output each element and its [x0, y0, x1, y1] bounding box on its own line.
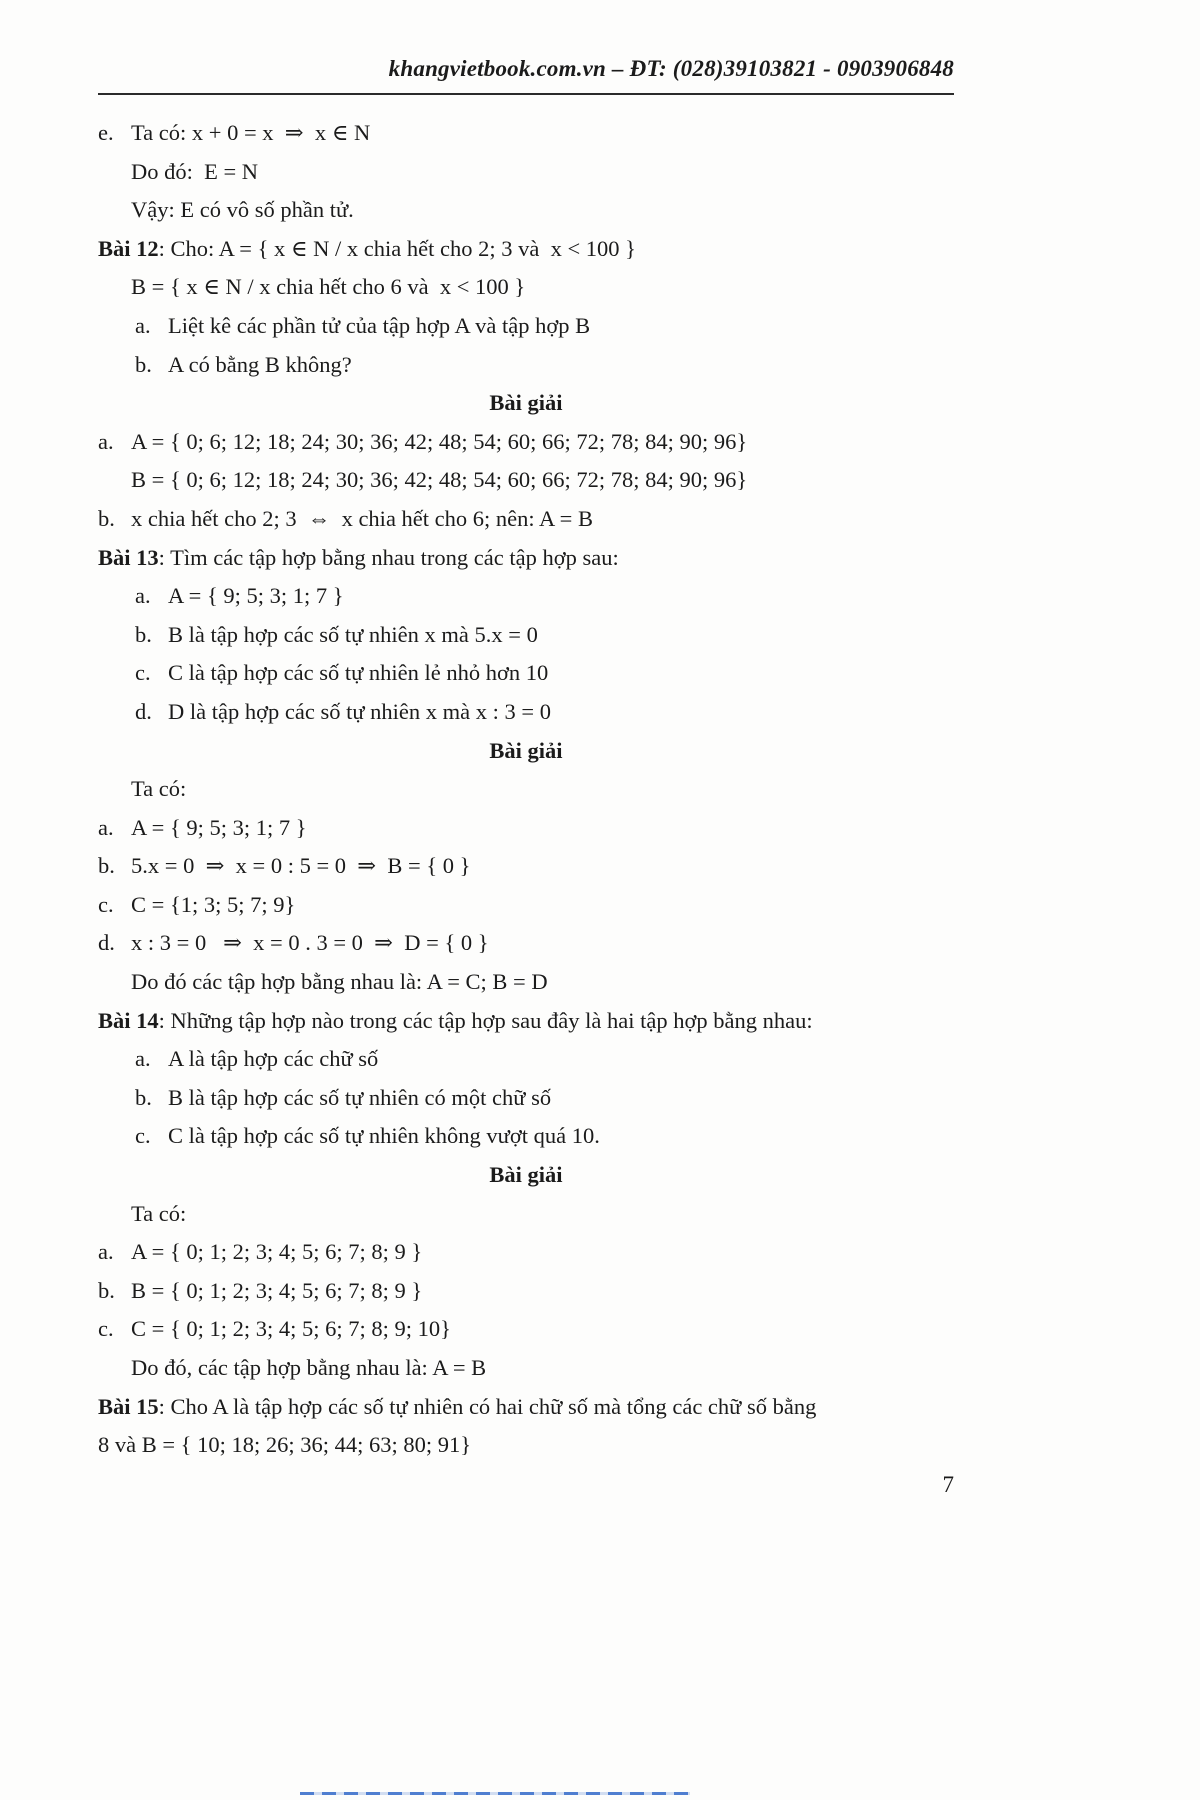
- text-line: [98, 230, 954, 269]
- text-line: [98, 770, 954, 809]
- line-text: Bài giải: [489, 1162, 563, 1188]
- section-heading: [98, 1156, 954, 1195]
- text-line: [98, 1349, 954, 1388]
- list-marker: c.: [135, 660, 151, 686]
- line-text: Do đó, các tập hợp bằng nhau là: A = B: [131, 1355, 487, 1380]
- list-marker: a.: [135, 312, 151, 338]
- line-text: D là tập hợp các số tự nhiên x mà x : 3 = 0: [168, 698, 551, 724]
- list-marker: a.: [135, 1046, 151, 1072]
- line-text: A là tập hợp các chữ số: [168, 1046, 379, 1072]
- line-text: : Cho A là tập hợp các số tự nhiên có hai chữ số mà tổng các chữ số bằng: [158, 1393, 817, 1419]
- text-line: [98, 1426, 954, 1465]
- line-text: A có bằng B không?: [168, 351, 352, 377]
- text-line: [98, 114, 954, 153]
- line-text: Vậy: E có vô số phần tử.: [131, 197, 354, 223]
- text-line: [98, 577, 954, 616]
- line-text: Ta có: x + 0 = x ⇒ x ∈ N: [131, 120, 371, 145]
- line-text: C là tập hợp các số tự nhiên không vượt quá 10.: [168, 1123, 600, 1149]
- text-line: [98, 423, 954, 462]
- text-line: [98, 809, 954, 848]
- text-line: [98, 1310, 954, 1349]
- scan-artifact-line: [300, 1792, 690, 1795]
- line-text: A = { 9; 5; 3; 1; 7 }: [168, 583, 344, 609]
- document-body: [98, 114, 954, 1465]
- text-line: [98, 500, 954, 539]
- line-text: B là tập hợp các số tự nhiên có một chữ số: [168, 1084, 552, 1110]
- line-text: 8 và B = { 10; 18; 26; 36; 44; 63; 80; 91}: [98, 1432, 472, 1458]
- list-marker: b.: [98, 853, 115, 879]
- text-line: [98, 847, 954, 886]
- text-line: [98, 1195, 954, 1234]
- section-heading: [98, 732, 954, 771]
- list-marker: b.: [98, 1277, 115, 1303]
- line-text: : Những tập hợp nào trong các tập hợp sau đây là hai tập hợp bằng nhau:: [158, 1007, 813, 1033]
- text-line: [98, 307, 954, 346]
- line-text: C là tập hợp các số tự nhiên lẻ nhỏ hơn 10: [168, 660, 549, 686]
- text-line: [98, 886, 954, 925]
- line-text: A = { 9; 5; 3; 1; 7 }: [131, 814, 307, 840]
- list-marker: b.: [135, 1084, 152, 1110]
- line-text: Do đó các tập hợp bằng nhau là: A = C; B = D: [131, 969, 548, 995]
- exercise-label: Bài 12: [98, 235, 159, 261]
- line-text: B = { 0; 1; 2; 3; 4; 5; 6; 7; 8; 9 }: [131, 1277, 423, 1303]
- line-text: Ta có:: [131, 776, 187, 802]
- text-line: [98, 1079, 954, 1118]
- exercise-label: Bài 13: [98, 544, 159, 570]
- text-line: [98, 191, 954, 230]
- list-marker: b.: [98, 505, 115, 531]
- text-line: [98, 1233, 954, 1272]
- page-number: 7: [942, 1471, 954, 1497]
- line-text: : Cho: A = { x ∈ N / x chia hết cho 2; 3 và x < 100 }: [158, 235, 636, 261]
- text-line: [98, 1272, 954, 1311]
- list-marker: b.: [135, 351, 152, 377]
- exercise-label: Bài 14: [98, 1007, 159, 1033]
- list-marker: c.: [98, 891, 114, 917]
- list-marker: c.: [98, 1316, 114, 1342]
- line-text: x chia hết cho 2; 3 ⇔ x chia hết cho 6; nên: A = B: [131, 505, 593, 531]
- list-marker: c.: [135, 1123, 151, 1149]
- line-text: x : 3 = 0 ⇒ x = 0 . 3 = 0 ⇒ D = { 0 }: [131, 930, 489, 956]
- line-text: Bài giải: [489, 390, 563, 416]
- text-line: [98, 1040, 954, 1079]
- text-line: [98, 1117, 954, 1156]
- line-text: C = {1; 3; 5; 7; 9}: [131, 891, 296, 917]
- text-line: [98, 153, 954, 192]
- list-marker: e.: [98, 120, 114, 145]
- section-heading: [98, 384, 954, 423]
- line-text: B = { x ∈ N / x chia hết cho 6 và x < 100 }: [131, 274, 526, 300]
- text-line: [98, 693, 954, 732]
- list-marker: d.: [98, 930, 115, 956]
- line-text: C = { 0; 1; 2; 3; 4; 5; 6; 7; 8; 9; 10}: [131, 1316, 451, 1342]
- text-line: [98, 1002, 954, 1041]
- text-line: [98, 924, 954, 963]
- text-line: [98, 268, 954, 307]
- line-text: A = { 0; 6; 12; 18; 24; 30; 36; 42; 48; 54; 60; 66; 72; 78; 84; 90; 96}: [131, 428, 748, 454]
- text-line: [98, 654, 954, 693]
- list-marker: a.: [98, 428, 114, 454]
- text-line: [98, 539, 954, 578]
- exercise-label: Bài 15: [98, 1393, 159, 1419]
- list-marker: a.: [135, 583, 151, 609]
- text-line: [98, 616, 954, 655]
- line-text: : Tìm các tập hợp bằng nhau trong các tập hợp sau:: [158, 544, 619, 570]
- text-line: [98, 346, 954, 385]
- line-text: 5.x = 0 ⇒ x = 0 : 5 = 0 ⇒ B = { 0 }: [131, 853, 471, 879]
- text-line: [98, 1388, 954, 1427]
- line-text: Liệt kê các phần tử của tập hợp A và tập hợp B: [168, 312, 591, 338]
- list-marker: d.: [135, 698, 152, 724]
- line-text: Do đó: E = N: [131, 158, 259, 184]
- line-text: Bài giải: [489, 737, 563, 763]
- line-text: A = { 0; 1; 2; 3; 4; 5; 6; 7; 8; 9 }: [131, 1239, 423, 1265]
- list-marker: a.: [98, 814, 114, 840]
- text-line: [98, 461, 954, 500]
- list-marker: a.: [98, 1239, 114, 1265]
- line-text: B là tập hợp các số tự nhiên x mà 5.x = 0: [168, 621, 538, 647]
- list-marker: b.: [135, 621, 152, 647]
- line-text: Ta có:: [131, 1200, 187, 1226]
- page-content: [98, 56, 954, 1498]
- line-text: B = { 0; 6; 12; 18; 24; 30; 36; 42; 48; 54; 60; 66; 72; 78; 84; 90; 96}: [131, 467, 748, 493]
- text-line: [98, 963, 954, 1002]
- page-header: khangvietbook.com.vn – ĐT: (028)39103821 - 0903906848: [98, 56, 954, 95]
